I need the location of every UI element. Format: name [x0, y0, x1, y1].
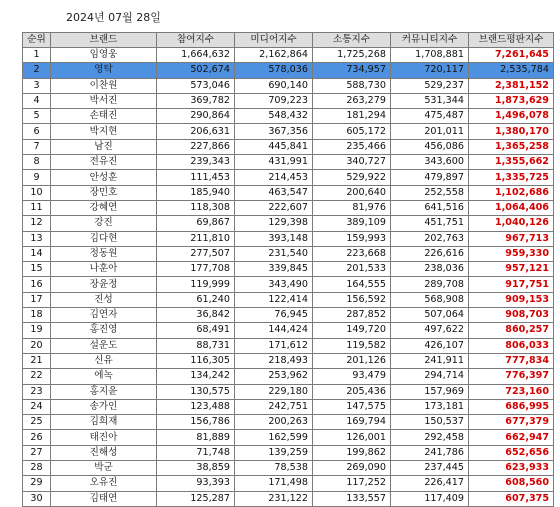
cell-rank: 20	[23, 338, 51, 353]
cell-brand: 손태진	[51, 109, 157, 124]
cell-community: 173,181	[391, 399, 469, 414]
cell-brand: 정동원	[51, 246, 157, 261]
cell-rank: 22	[23, 369, 51, 384]
cell-community: 241,786	[391, 445, 469, 460]
cell-rank: 19	[23, 323, 51, 338]
cell-media: 171,498	[235, 476, 313, 491]
table-row	[23, 63, 554, 78]
table-row	[23, 216, 554, 231]
cell-reputation-score: 1,102,686	[469, 185, 554, 200]
cell-communication: 287,852	[313, 308, 391, 323]
cell-brand: 전유진	[51, 155, 157, 170]
cell-reputation-score: 607,375	[469, 491, 554, 506]
table-row	[23, 185, 554, 200]
cell-participation: 61,240	[157, 292, 235, 307]
cell-media: 690,140	[235, 78, 313, 93]
cell-reputation-score: 1,380,170	[469, 124, 554, 139]
cell-communication: 1,725,268	[313, 48, 391, 63]
cell-community: 497,622	[391, 323, 469, 338]
cell-community: 238,036	[391, 262, 469, 277]
table-row	[23, 170, 554, 185]
cell-reputation-score: 723,160	[469, 384, 554, 399]
cell-media: 229,180	[235, 384, 313, 399]
cell-rank: 9	[23, 170, 51, 185]
header-brand: 브랜드	[51, 33, 157, 48]
cell-media: 343,490	[235, 277, 313, 292]
cell-participation: 239,343	[157, 155, 235, 170]
table-row	[23, 277, 554, 292]
cell-communication: 156,592	[313, 292, 391, 307]
cell-communication: 81,976	[313, 200, 391, 215]
cell-reputation-score: 662,947	[469, 430, 554, 445]
cell-community: 451,751	[391, 216, 469, 231]
cell-participation: 69,867	[157, 216, 235, 231]
cell-reputation-score: 1,064,406	[469, 200, 554, 215]
table-header-row	[23, 33, 554, 48]
table-row	[23, 292, 554, 307]
cell-communication: 269,090	[313, 461, 391, 476]
cell-community: 529,237	[391, 78, 469, 93]
cell-reputation-score: 608,560	[469, 476, 554, 491]
cell-media: 76,945	[235, 308, 313, 323]
cell-brand: 남진	[51, 139, 157, 154]
cell-media: 139,259	[235, 445, 313, 460]
cell-participation: 369,782	[157, 93, 235, 108]
cell-media: 200,263	[235, 415, 313, 430]
cell-rank: 25	[23, 415, 51, 430]
cell-media: 222,607	[235, 200, 313, 215]
table-row	[23, 231, 554, 246]
cell-communication: 169,794	[313, 415, 391, 430]
cell-participation: 81,889	[157, 430, 235, 445]
cell-reputation-score: 1,355,662	[469, 155, 554, 170]
cell-communication: 340,727	[313, 155, 391, 170]
cell-rank: 27	[23, 445, 51, 460]
cell-rank: 15	[23, 262, 51, 277]
cell-rank: 28	[23, 461, 51, 476]
cell-reputation-score: 1,365,258	[469, 139, 554, 154]
report-date: 2024년 07월 28일	[66, 11, 161, 24]
cell-reputation-score: 776,397	[469, 369, 554, 384]
cell-media: 218,493	[235, 353, 313, 368]
cell-participation: 502,674	[157, 63, 235, 78]
cell-reputation-score: 1,335,725	[469, 170, 554, 185]
table-row	[23, 78, 554, 93]
cell-brand: 박군	[51, 461, 157, 476]
table-row	[23, 48, 554, 63]
cell-brand: 나훈아	[51, 262, 157, 277]
cell-media: 214,453	[235, 170, 313, 185]
table-row	[23, 353, 554, 368]
cell-media: 171,612	[235, 338, 313, 353]
cell-reputation-score: 2,381,152	[469, 78, 554, 93]
table-row	[23, 139, 554, 154]
cell-reputation-score: 917,751	[469, 277, 554, 292]
table-row	[23, 491, 554, 506]
cell-communication: 149,720	[313, 323, 391, 338]
table-row	[23, 109, 554, 124]
cell-participation: 290,864	[157, 109, 235, 124]
cell-participation: 1,664,632	[157, 48, 235, 63]
cell-community: 226,417	[391, 476, 469, 491]
cell-participation: 277,507	[157, 246, 235, 261]
cell-participation: 206,631	[157, 124, 235, 139]
brand-reputation-table	[22, 32, 554, 507]
cell-participation: 88,731	[157, 338, 235, 353]
cell-participation: 185,940	[157, 185, 235, 200]
table-row	[23, 476, 554, 491]
cell-community: 201,011	[391, 124, 469, 139]
cell-participation: 130,575	[157, 384, 235, 399]
cell-participation: 211,810	[157, 231, 235, 246]
cell-rank: 23	[23, 384, 51, 399]
header-community-index: 커뮤니티지수	[391, 33, 469, 48]
cell-communication: 389,109	[313, 216, 391, 231]
cell-media: 709,223	[235, 93, 313, 108]
cell-participation: 134,242	[157, 369, 235, 384]
cell-media: 231,122	[235, 491, 313, 506]
cell-reputation-score: 2,535,784	[469, 63, 554, 78]
cell-brand: 태진아	[51, 430, 157, 445]
cell-reputation-score: 908,703	[469, 308, 554, 323]
cell-rank: 13	[23, 231, 51, 246]
cell-rank: 29	[23, 476, 51, 491]
cell-community: 568,908	[391, 292, 469, 307]
table-row	[23, 384, 554, 399]
cell-rank: 16	[23, 277, 51, 292]
cell-community: 641,516	[391, 200, 469, 215]
cell-communication: 93,479	[313, 369, 391, 384]
cell-media: 548,432	[235, 109, 313, 124]
cell-participation: 36,842	[157, 308, 235, 323]
cell-media: 78,538	[235, 461, 313, 476]
cell-community: 475,487	[391, 109, 469, 124]
cell-reputation-score: 1,040,126	[469, 216, 554, 231]
table-row	[23, 323, 554, 338]
cell-reputation-score: 777,834	[469, 353, 554, 368]
cell-rank: 12	[23, 216, 51, 231]
cell-rank: 4	[23, 93, 51, 108]
cell-community: 226,616	[391, 246, 469, 261]
cell-community: 117,409	[391, 491, 469, 506]
table-row	[23, 246, 554, 261]
header-brand-reputation-index: 브랜드평판지수	[469, 33, 554, 48]
cell-communication: 263,279	[313, 93, 391, 108]
table-row	[23, 399, 554, 414]
cell-brand: 김다현	[51, 231, 157, 246]
cell-media: 144,424	[235, 323, 313, 338]
cell-brand: 설운도	[51, 338, 157, 353]
cell-community: 1,708,881	[391, 48, 469, 63]
header-communication-index: 소통지수	[313, 33, 391, 48]
cell-communication: 235,466	[313, 139, 391, 154]
cell-communication: 734,957	[313, 63, 391, 78]
cell-participation: 68,491	[157, 323, 235, 338]
cell-brand: 안성훈	[51, 170, 157, 185]
cell-brand: 오유진	[51, 476, 157, 491]
table-row	[23, 430, 554, 445]
cell-media: 367,356	[235, 124, 313, 139]
cell-community: 237,445	[391, 461, 469, 476]
cell-reputation-score: 1,496,078	[469, 109, 554, 124]
cell-rank: 1	[23, 48, 51, 63]
table-row	[23, 262, 554, 277]
cell-communication: 164,555	[313, 277, 391, 292]
cell-media: 431,991	[235, 155, 313, 170]
table-row	[23, 445, 554, 460]
cell-communication: 126,001	[313, 430, 391, 445]
cell-participation: 125,287	[157, 491, 235, 506]
cell-participation: 111,453	[157, 170, 235, 185]
header-rank: 순위	[23, 33, 51, 48]
cell-rank: 3	[23, 78, 51, 93]
cell-rank: 2	[23, 63, 51, 78]
cell-communication: 605,172	[313, 124, 391, 139]
cell-brand: 이찬원	[51, 78, 157, 93]
cell-participation: 116,305	[157, 353, 235, 368]
cell-communication: 588,730	[313, 78, 391, 93]
cell-reputation-score: 623,933	[469, 461, 554, 476]
table-row	[23, 155, 554, 170]
cell-rank: 18	[23, 308, 51, 323]
cell-community: 426,107	[391, 338, 469, 353]
cell-community: 157,969	[391, 384, 469, 399]
cell-participation: 123,488	[157, 399, 235, 414]
cell-rank: 14	[23, 246, 51, 261]
cell-media: 231,540	[235, 246, 313, 261]
cell-brand: 진해성	[51, 445, 157, 460]
cell-media: 162,599	[235, 430, 313, 445]
table-row	[23, 124, 554, 139]
cell-brand: 장윤정	[51, 277, 157, 292]
cell-brand: 임영웅	[51, 48, 157, 63]
cell-brand: 장민호	[51, 185, 157, 200]
cell-community: 343,600	[391, 155, 469, 170]
cell-reputation-score: 7,261,645	[469, 48, 554, 63]
cell-reputation-score: 959,330	[469, 246, 554, 261]
cell-brand: 홍지윤	[51, 384, 157, 399]
cell-media: 242,751	[235, 399, 313, 414]
cell-media: 393,148	[235, 231, 313, 246]
cell-participation: 71,748	[157, 445, 235, 460]
cell-community: 289,708	[391, 277, 469, 292]
cell-brand: 김희재	[51, 415, 157, 430]
cell-community: 150,537	[391, 415, 469, 430]
cell-community: 531,344	[391, 93, 469, 108]
cell-community: 241,911	[391, 353, 469, 368]
cell-community: 202,763	[391, 231, 469, 246]
header-media-index: 미디어지수	[235, 33, 313, 48]
cell-reputation-score: 1,873,629	[469, 93, 554, 108]
cell-rank: 5	[23, 109, 51, 124]
cell-brand: 에녹	[51, 369, 157, 384]
cell-rank: 30	[23, 491, 51, 506]
cell-brand: 강혜연	[51, 200, 157, 215]
cell-brand: 진성	[51, 292, 157, 307]
table-row	[23, 308, 554, 323]
cell-brand: 김태연	[51, 491, 157, 506]
cell-communication: 133,557	[313, 491, 391, 506]
cell-communication: 147,575	[313, 399, 391, 414]
table-row	[23, 461, 554, 476]
cell-rank: 6	[23, 124, 51, 139]
cell-participation: 119,999	[157, 277, 235, 292]
cell-brand: 김연자	[51, 308, 157, 323]
table-row	[23, 369, 554, 384]
cell-communication: 117,252	[313, 476, 391, 491]
cell-brand: 신유	[51, 353, 157, 368]
cell-communication: 200,640	[313, 185, 391, 200]
table-row	[23, 93, 554, 108]
cell-community: 720,117	[391, 63, 469, 78]
cell-media: 2,162,864	[235, 48, 313, 63]
cell-reputation-score: 806,033	[469, 338, 554, 353]
cell-communication: 529,922	[313, 170, 391, 185]
cell-brand: 박지현	[51, 124, 157, 139]
cell-reputation-score: 909,153	[469, 292, 554, 307]
cell-reputation-score: 677,379	[469, 415, 554, 430]
header-participation-index: 참여지수	[157, 33, 235, 48]
cell-participation: 38,859	[157, 461, 235, 476]
table-row	[23, 415, 554, 430]
cell-community: 479,897	[391, 170, 469, 185]
cell-participation: 573,046	[157, 78, 235, 93]
cell-community: 507,064	[391, 308, 469, 323]
cell-community: 252,558	[391, 185, 469, 200]
cell-rank: 7	[23, 139, 51, 154]
cell-communication: 119,582	[313, 338, 391, 353]
cell-communication: 201,126	[313, 353, 391, 368]
table-row	[23, 200, 554, 215]
cell-brand: 송가인	[51, 399, 157, 414]
cell-communication: 205,436	[313, 384, 391, 399]
cell-reputation-score: 686,995	[469, 399, 554, 414]
cell-rank: 17	[23, 292, 51, 307]
cell-media: 339,845	[235, 262, 313, 277]
cell-communication: 159,993	[313, 231, 391, 246]
cell-reputation-score: 652,656	[469, 445, 554, 460]
cell-rank: 10	[23, 185, 51, 200]
cell-communication: 201,533	[313, 262, 391, 277]
cell-participation: 177,708	[157, 262, 235, 277]
cell-media: 445,841	[235, 139, 313, 154]
cell-community: 292,458	[391, 430, 469, 445]
cell-media: 253,962	[235, 369, 313, 384]
cell-communication: 199,862	[313, 445, 391, 460]
cell-rank: 11	[23, 200, 51, 215]
cell-rank: 8	[23, 155, 51, 170]
cell-reputation-score: 967,713	[469, 231, 554, 246]
cell-communication: 223,668	[313, 246, 391, 261]
cell-participation: 227,866	[157, 139, 235, 154]
cell-community: 294,714	[391, 369, 469, 384]
cell-participation: 156,786	[157, 415, 235, 430]
cell-media: 463,547	[235, 185, 313, 200]
cell-rank: 24	[23, 399, 51, 414]
cell-media: 129,398	[235, 216, 313, 231]
cell-media: 578,036	[235, 63, 313, 78]
cell-communication: 181,294	[313, 109, 391, 124]
cell-media: 122,414	[235, 292, 313, 307]
cell-reputation-score: 860,257	[469, 323, 554, 338]
cell-brand: 홍진영	[51, 323, 157, 338]
cell-rank: 21	[23, 353, 51, 368]
cell-participation: 118,308	[157, 200, 235, 215]
cell-brand: 강진	[51, 216, 157, 231]
table-row	[23, 338, 554, 353]
cell-brand: 박서진	[51, 93, 157, 108]
cell-community: 456,086	[391, 139, 469, 154]
cell-rank: 26	[23, 430, 51, 445]
cell-participation: 93,393	[157, 476, 235, 491]
cell-reputation-score: 957,121	[469, 262, 554, 277]
cell-brand: 영탁	[51, 63, 157, 78]
